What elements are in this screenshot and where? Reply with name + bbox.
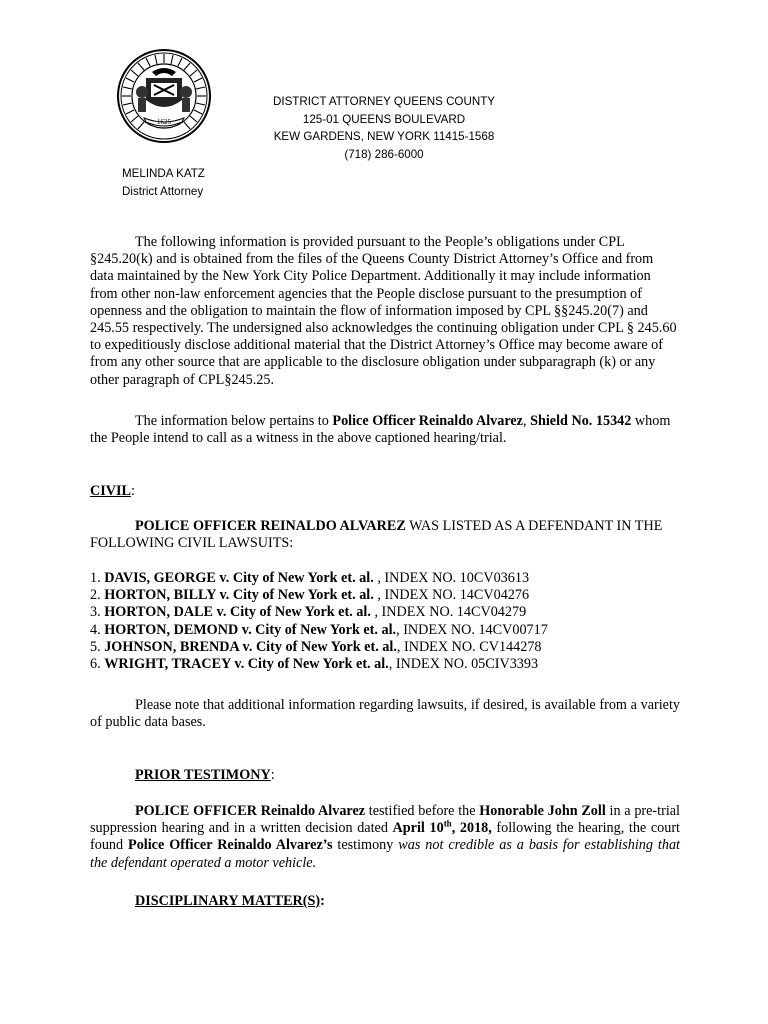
- witness-post: whom the People intend to call as a witness in the above captioned hearing/trial.: [90, 413, 671, 447]
- prior-testimony-paragraph: [90, 803, 680, 872]
- prior-officer: POLICE OFFICER Reinaldo Alvarez: [135, 803, 366, 819]
- svg-text:1625: 1625: [157, 118, 171, 126]
- prior-date-suffix: th: [443, 818, 452, 829]
- lawsuit-case: HORTON, DEMOND v. City of New York et. al.: [104, 621, 397, 638]
- lawsuit-index: , INDEX NO. 05CIV3393: [388, 656, 539, 673]
- list-item: [90, 570, 680, 587]
- office-phone: (718) 286-6000: [344, 147, 424, 161]
- prior-date-day: April 10: [392, 820, 444, 837]
- intro-paragraph: The following information is provided pursuant to the People’s obligations under CPL §245.20(k) and is obtained from the files of the Queens County District Attorney’s Office and from data maintained by the New York City Police Department. Additionally it may include information from other non-law enforcement agencies that the People disclose pursuant to the presumption of openness and the obligation to maintain the flow of information imposed by CPL §§245.20(7) and 245.55 respectively. The undersigned also acknowledges the continuing obligation under CPL § 245.60 to expeditiously disclose additional material that the District Attorney’s Office may become aware of from any other source that are applicable to the disclosure obligation under subparagraph (k) or any other paragraph of CPL§245.25.: [90, 234, 677, 388]
- lawsuit-case: JOHNSON, BRENDA v. City of New York et. al.: [104, 638, 397, 655]
- lawsuit-num: 1.: [90, 570, 105, 586]
- prior-testimony-heading-text: PRIOR TESTIMONY: [135, 767, 271, 783]
- da-name: MELINDA KATZ: [122, 167, 205, 180]
- prior-officer-possessive: Police Officer Reinaldo Alvarez’s: [128, 837, 333, 854]
- witness-pre: The information below pertains to: [135, 413, 333, 429]
- civil-heading: [90, 483, 680, 500]
- civil-heading-colon: :: [131, 483, 135, 499]
- lawsuit-case: DAVIS, GEORGE v. City of New York et. al.: [104, 570, 374, 586]
- lawsuit-index: , INDEX NO. 14CV04276: [373, 587, 530, 604]
- civil-lead-rest: WAS LISTED AS A DEFENDANT IN THE FOLLOWING CIVIL LAWSUITS:: [90, 518, 663, 552]
- prior-judge: Honorable John Zoll: [479, 803, 606, 819]
- list-item: [90, 656, 680, 673]
- lawsuit-num: 2.: [90, 587, 105, 604]
- list-item: [90, 604, 680, 621]
- disciplinary-colon: :: [320, 893, 325, 909]
- prior-finding: was not credible as a basis for establishing that the defendant operated a motor vehicle.: [90, 837, 680, 871]
- witness-comma: ,: [522, 413, 531, 429]
- da-title: District Attorney: [122, 184, 204, 198]
- prior-text-2: in a pre-trial suppression hearing and in a written decision dated: [90, 803, 680, 837]
- witness-officer: Police Officer Reinaldo Alvarez: [332, 413, 523, 429]
- lawsuit-list: [90, 570, 680, 673]
- office-header: [244, 93, 524, 163]
- civil-lead: [90, 518, 680, 552]
- queens-county-seal-icon: [116, 48, 212, 144]
- list-item: [90, 622, 680, 639]
- prior-text-3: following the hearing, the court found: [90, 820, 680, 854]
- lawsuit-case: HORTON, BILLY v. City of New York et. al.: [104, 587, 374, 604]
- office-street: 125-01 QUEENS BOULEVARD: [302, 112, 466, 126]
- prior-testimony-heading: [90, 767, 680, 784]
- prior-date-year: , 2018,: [451, 820, 492, 837]
- lawsuit-num: 6.: [90, 656, 105, 673]
- list-item: [90, 639, 680, 656]
- witness-paragraph: [90, 413, 680, 447]
- lawsuit-num: 3.: [90, 604, 105, 621]
- lawsuit-index: , INDEX NO. 10CV03613: [373, 570, 530, 586]
- lawsuit-num: 5.: [90, 638, 105, 655]
- lawsuit-index: , INDEX NO. 14CV04279: [370, 604, 527, 621]
- prior-testimony-colon: :: [270, 767, 275, 783]
- prior-date: [393, 820, 492, 836]
- disciplinary-heading-text: DISCIPLINARY MATTER(S): [135, 893, 321, 909]
- lawsuit-index: , INDEX NO. CV144278: [396, 638, 542, 655]
- prior-text-1: testified before the: [365, 803, 480, 819]
- office-name: DISTRICT ATTORNEY QUEENS COUNTY: [272, 95, 496, 108]
- list-item: [90, 587, 680, 604]
- civil-lead-officer: POLICE OFFICER REINALDO ALVAREZ: [135, 518, 406, 534]
- lawsuit-num: 4.: [90, 621, 105, 638]
- witness-shield: Shield No. 15342: [530, 413, 632, 429]
- lawsuit-case: WRIGHT, TRACEY v. City of New York et. al.: [104, 656, 389, 673]
- civil-heading-text: CIVIL: [90, 483, 131, 499]
- office-city: KEW GARDENS, NEW YORK 11415-1568: [273, 130, 495, 143]
- lawsuit-note: Please note that additional information regarding lawsuits, if desired, is available from a variety of public data bases.: [90, 697, 680, 731]
- disciplinary-heading: [90, 893, 680, 910]
- district-attorney-block: [122, 165, 205, 200]
- prior-text-4: testimony: [332, 837, 399, 854]
- lawsuit-case: HORTON, DALE v. City of New York et. al.: [104, 604, 371, 621]
- lawsuit-index: , INDEX NO. 14CV00717: [396, 621, 548, 638]
